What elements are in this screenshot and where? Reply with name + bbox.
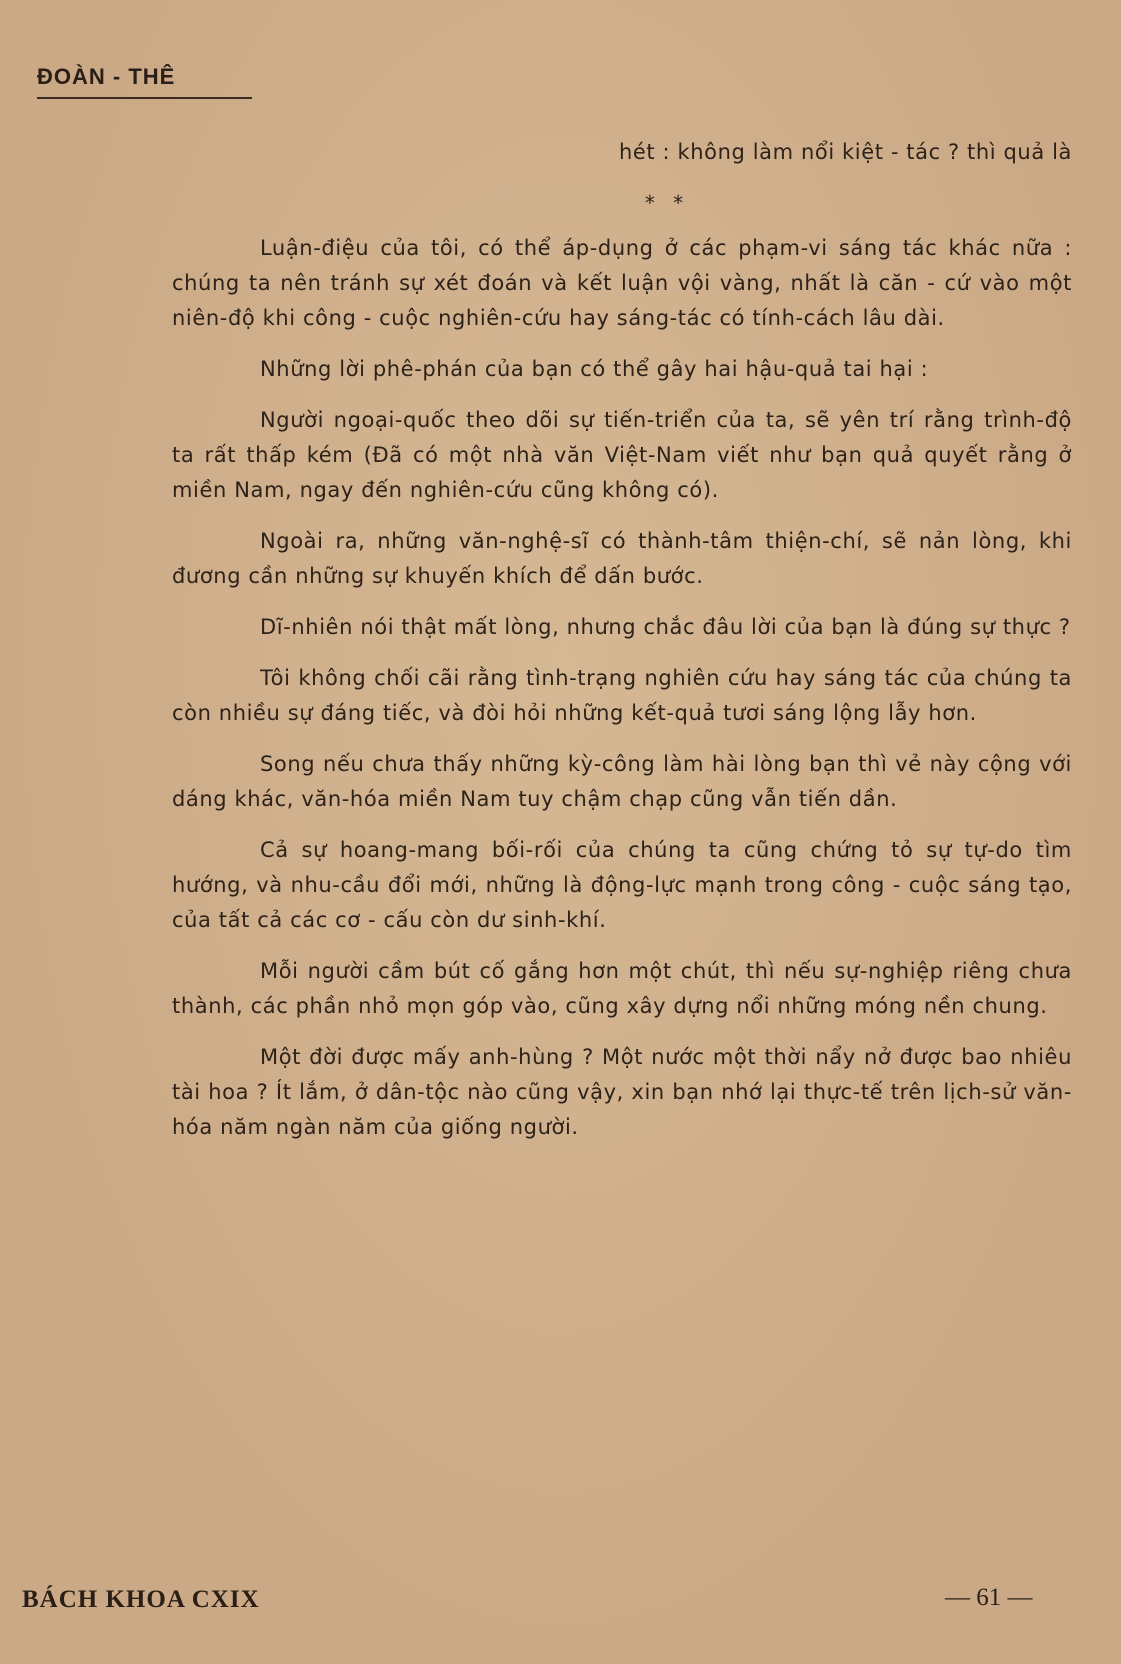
paragraph: Dĩ-nhiên nói thật mất lòng, nhưng chắc đâu lời của bạn là đúng sự thực ? xyxy=(260,615,1071,639)
magazine-title: BÁCH KHOA CXIX xyxy=(22,1586,260,1613)
page-number: — 61 — xyxy=(945,1584,1033,1611)
paragraph: Ngoài ra, những văn-nghệ-sĩ có thành-tâm thiện-chí, sẽ nản lòng, khi đương cần những sự khuyến khích để dấn bước. xyxy=(172,529,1072,588)
paragraph: Tôi không chối cãi rằng tình-trạng nghiên cứu hay sáng tác của chúng ta còn nhiều sự đáng tiếc, và đòi hỏi những kết-quả tươi sáng lộng lẫy hơn. xyxy=(172,666,1072,725)
running-head: ĐOÀN - THÊ xyxy=(37,64,176,89)
paragraph: Mỗi người cầm bút cố gắng hơn một chút, thì nếu sự-nghiệp riêng chưa thành, các phần nhỏ mọn góp vào, cũng xây dựng nổi những móng nền chung. xyxy=(172,959,1072,1018)
paragraph: Cả sự hoang-mang bối-rối của chúng ta cũng chứng tỏ sự tự-do tìm hướng, và nhu-cầu đổi mới, những là động-lực mạnh trong công - cuộc sáng tạo, của tất cả các cơ - cấu còn dư sinh-khí. xyxy=(172,838,1072,932)
paragraph: Luận-điệu của tôi, có thể áp-dụng ở các phạm-vi sáng tác khác nữa : chúng ta nên tránh sự xét đoán và kết luận vội vàng, nhất là căn - cứ vào một niên-độ khi công - cuộc nghiên-cứu hay sáng-tác có tính-cách lâu dài. xyxy=(172,236,1072,330)
header-rule xyxy=(37,97,252,99)
paragraph: Những lời phê-phán của bạn có thể gây hai hậu-quả tai hại : xyxy=(260,357,929,381)
paragraph: Người ngoại-quốc theo dõi sự tiến-triển của ta, sẽ yên trí rằng trình-độ ta rất thấp kém (Đã có một nhà văn Việt-Nam viết như bạn quả quyết rằng ở miền Nam, ngay đến nghiên-cứu cũng không có). xyxy=(172,408,1072,502)
article-body xyxy=(172,135,1072,1161)
section-separator: * * xyxy=(644,191,690,215)
lead-fragment: hét : không làm nổi kiệt - tác ? thì quả là xyxy=(619,140,1072,164)
paragraph: Song nếu chưa thấy những kỳ-công làm hài lòng bạn thì vẻ này cộng với dáng khác, văn-hóa miền Nam tuy chậm chạp cũng vẫn tiến dần. xyxy=(172,752,1072,811)
paragraph: Một đời được mấy anh-hùng ? Một nước một thời nẩy nở được bao nhiêu tài hoa ? Ít lắm, ở dân-tộc nào cũng vậy, xin bạn nhớ lại thực-tế trên lịch-sử văn-hóa năm ngàn năm của giống người. xyxy=(172,1045,1072,1139)
